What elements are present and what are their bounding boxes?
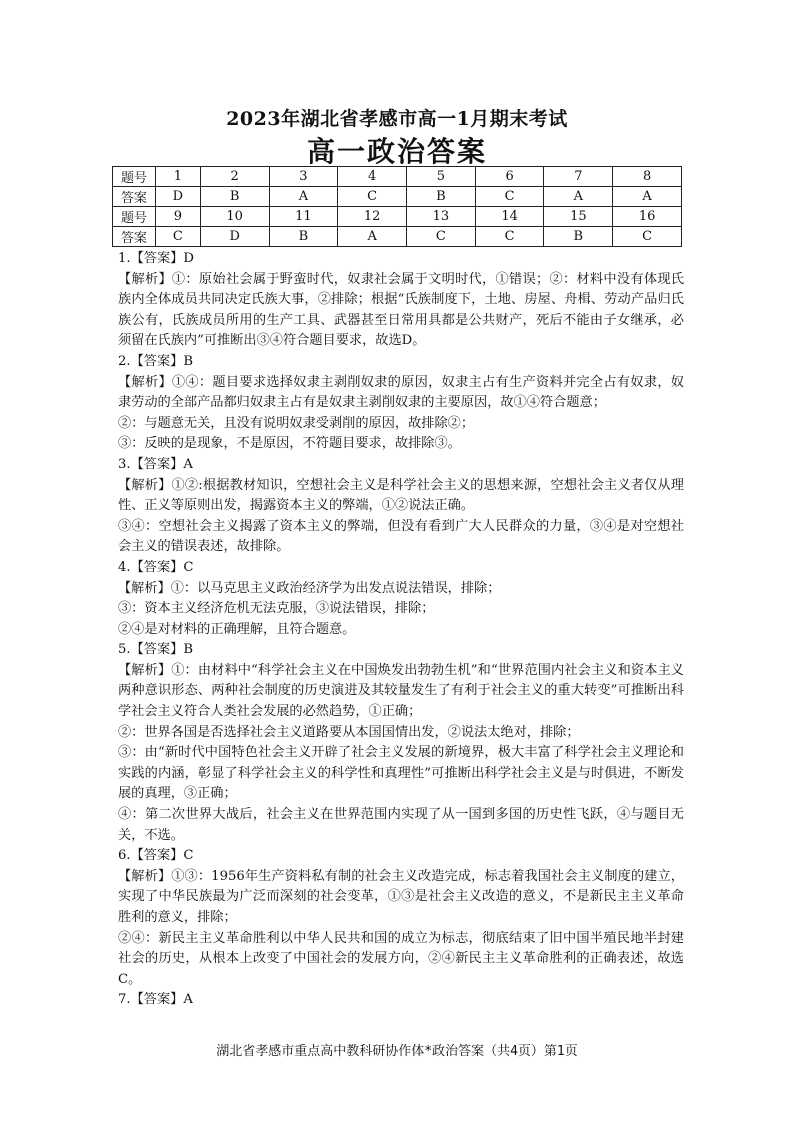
explanation-paragraph: 【解析】①：由材料中“科学社会主义在中国焕发出勃勃生机”和“世界范围内社会主义和资本主义两种意识形态、两种社会制度的历史演进及其较量发生了有利于社会主义的重大转变”可推断出科学社会主义符合人类社会发展的必然趋势，①正确； — [118, 662, 684, 720]
answer-heading: 3.【答案】A — [118, 456, 193, 472]
answer-cell: C — [338, 187, 407, 207]
answer-heading: 2.【答案】B — [118, 353, 194, 369]
explanation-paragraph: ③：由“新时代中国特色社会主义开辟了社会主义发展的新境界，极大丰富了科学社会主义理论和实践的内涵，彰显了科学社会主义的科学性和真理性”可推断出科学社会主义是与时俱进，不断发展的真理，③正确； — [118, 745, 684, 802]
answer-table-row — [113, 167, 682, 187]
answer-table-row — [113, 207, 682, 227]
row-label: 答案 — [113, 187, 156, 207]
answer-table — [112, 166, 682, 247]
answer-heading: 5.【答案】B — [118, 642, 194, 658]
explanation-paragraph: 【解析】①②:根据教材知识，空想社会主义是科学社会主义的思想来源，空想社会主义者仅从理性、正义等原则出发，揭露资本主义的弊端，①②说法正确。 — [118, 477, 684, 514]
answer-cell: 5 — [407, 167, 476, 187]
exam-title: 2023年湖北省孝感市高一1月期末考试 — [226, 108, 568, 130]
explanation-paragraph: ④：第二次世界大战后，社会主义在世界范围内实现了从一国到多国的历史性飞跃，④与题目无关，不选。 — [118, 807, 684, 843]
answer-cell: 11 — [269, 207, 338, 227]
answer-table-row — [113, 227, 682, 247]
row-label: 题号 — [113, 167, 156, 187]
answer-heading: 7.【答案】A — [118, 992, 193, 1008]
answer-cell: 8 — [613, 167, 682, 187]
answer-heading: 6.【答案】C — [118, 848, 194, 864]
explanation-paragraph: ③：反映的是现象，不是原因，不符题目要求，故排除③。 — [118, 436, 461, 452]
row-label: 答案 — [113, 227, 156, 247]
answer-cell: 13 — [407, 207, 476, 227]
answer-cell: D — [156, 187, 201, 207]
explanations — [118, 249, 684, 1011]
answer-cell: 10 — [200, 207, 269, 227]
answer-cell: D — [200, 227, 269, 247]
answer-heading: 4.【答案】C — [118, 559, 194, 575]
answer-cell: A — [544, 187, 613, 207]
answer-cell: B — [407, 187, 476, 207]
answer-key-title: 高一政治答案 — [306, 135, 487, 168]
explanation-paragraph: ②：世界各国是否选择社会主义道路要从本国国情出发，②说法太绝对，排除； — [118, 724, 580, 740]
answer-cell: C — [475, 227, 544, 247]
answer-cell: B — [269, 227, 338, 247]
explanation-paragraph: 【解析】①：以马克思主义政治经济学为出发点说法错误，排除； — [118, 580, 501, 596]
answer-cell: B — [544, 227, 613, 247]
answer-cell: 3 — [269, 167, 338, 187]
answer-cell: A — [338, 227, 407, 247]
answer-cell: C — [156, 227, 201, 247]
explanation-paragraph: ②④是对材料的正确理解，且符合题意。 — [118, 621, 356, 637]
answer-cell: A — [269, 187, 338, 207]
answer-cell: 9 — [156, 207, 201, 227]
explanation-paragraph: ②：与题意无关，且没有说明奴隶受剥削的原因，故排除②； — [118, 415, 475, 431]
explanation-paragraph: 【解析】①④：题目要求选择奴隶主剥削奴隶的原因，奴隶主占有生产资料并完全占有奴隶，奴隶劳动的全部产品都归奴隶主占有是奴隶主剥削奴隶的主要原因，故①④符合题意； — [118, 374, 684, 411]
answer-cell: 1 — [156, 167, 201, 187]
answer-cell: 2 — [200, 167, 269, 187]
answer-cell: A — [613, 187, 682, 207]
answer-table-row — [113, 187, 682, 207]
answer-cell: 7 — [544, 167, 613, 187]
answer-cell: 14 — [475, 207, 544, 227]
answer-cell: 12 — [338, 207, 407, 227]
explanation-paragraph: ②④：新民主主义革命胜利以中华人民共和国的成立为标志，彻底结束了旧中国半殖民地半封建社会的历史，从根本上改变了中国社会的发展方向，②④新民主主义革命胜利的正确表述，故选C。 — [118, 930, 684, 987]
answer-cell: C — [407, 227, 476, 247]
answer-cell: 4 — [338, 167, 407, 187]
answer-cell: 15 — [544, 207, 613, 227]
row-label: 题号 — [113, 207, 156, 227]
answer-cell: C — [613, 227, 682, 247]
explanation-paragraph: 【解析】①：原始社会属于野蛮时代，奴隶社会属于文明时代，①错误；②：材料中没有体现氏族内全体成员共同决定氏族大事，②排除；根据“氏族制度下，土地、房屋、舟楫、劳动产品归氏族公有，氏族成员所用的生产工具、武器甚至日常用具都是公共财产，死后不能由子女继承，必须留在氏族内”可推断出③④符合题目要求，故选D。 — [118, 271, 684, 349]
page-footer: 湖北省孝感市重点高中教科研协作体*政治答案（共4页）第1页 — [216, 1044, 578, 1059]
answer-cell: 6 — [475, 167, 544, 187]
explanation-paragraph: 【解析】①③：1956年生产资料私有制的社会主义改造完成，标志着我国社会主义制度的建立，实现了中华民族最为广泛而深刻的社会变革，①③是社会主义改造的意义，不是新民主主义革命胜利的意义，排除； — [118, 868, 684, 925]
explanation-paragraph: ③：资本主义经济危机无法克服，③说法错误，排除； — [118, 601, 435, 617]
answer-heading: 1.【答案】D — [118, 251, 194, 266]
answer-cell: 16 — [613, 207, 682, 227]
answer-cell: C — [475, 187, 544, 207]
answer-cell: B — [200, 187, 269, 207]
explanation-paragraph: ③④：空想社会主义揭露了资本主义的弊端，但没有看到广大人民群众的力量，③④是对空想社会主义的错误表述，故排除。 — [118, 518, 684, 555]
